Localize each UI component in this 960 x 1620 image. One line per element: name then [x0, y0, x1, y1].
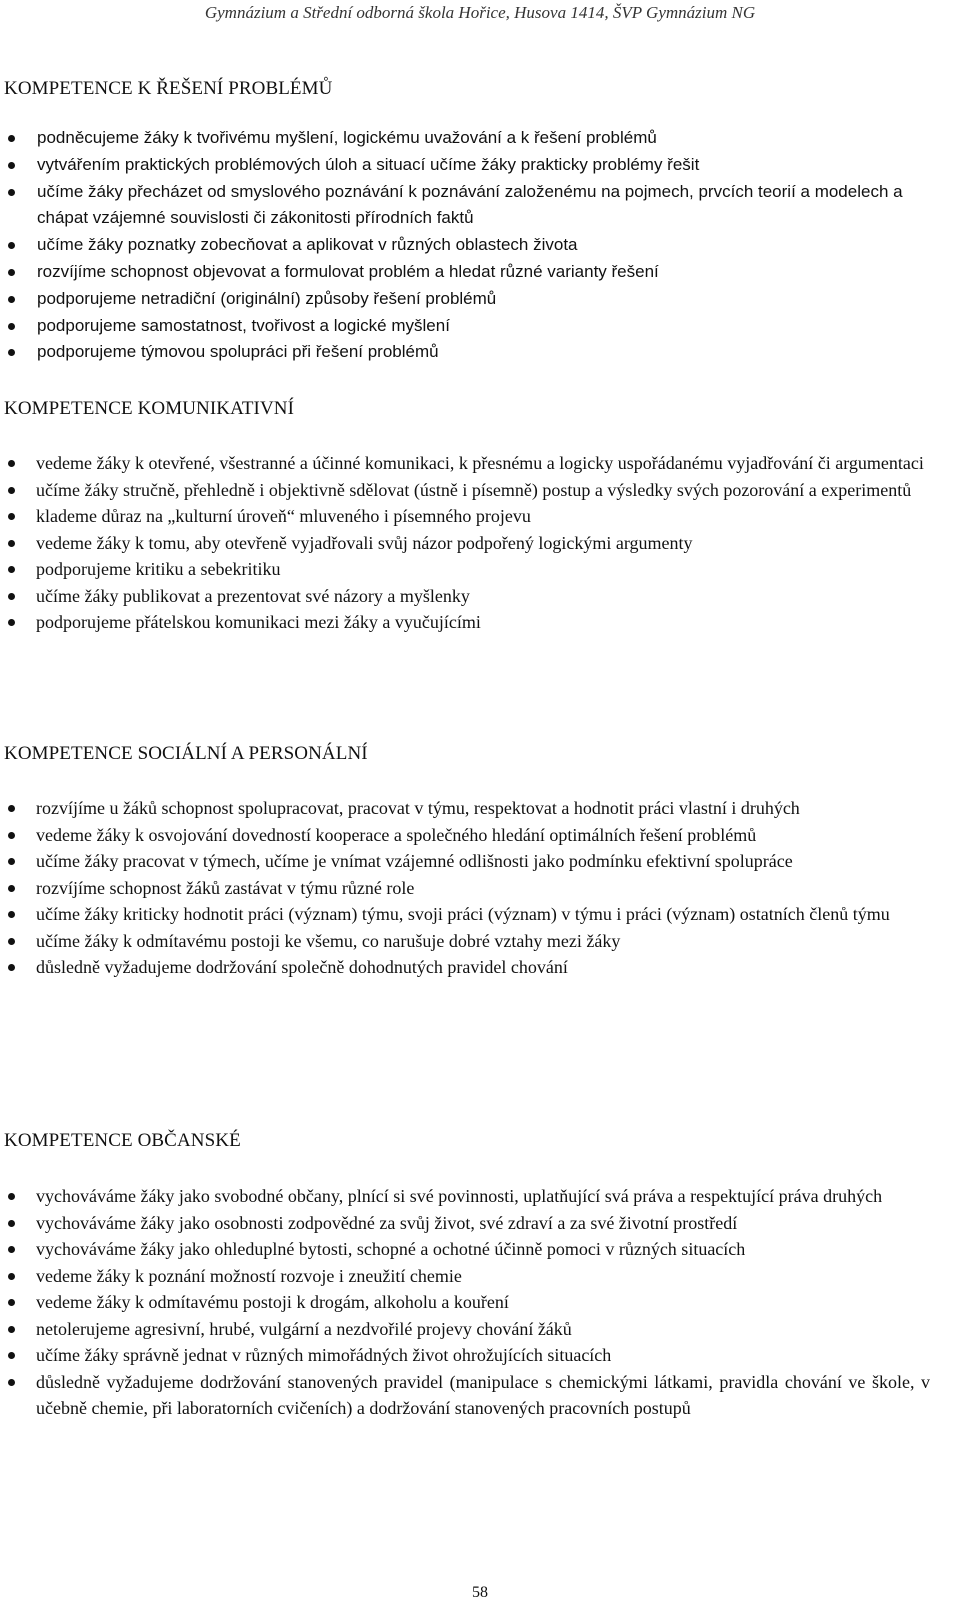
list-item: netolerujeme agresivní, hrubé, vulgární a nezdvořilé projevy chování žáků: [0, 1316, 960, 1343]
list-item: rozvíjíme u žáků schopnost spolupracovat, pracovat v týmu, respektovat a hodnotit práci vlastní i druhých: [0, 795, 960, 822]
page-header: Gymnázium a Střední odborná škola Hořice, Husova 1414, ŠVP Gymnázium NG: [204, 3, 756, 22]
list-item: učíme žáky pracovat v týmech, učíme je vnímat vzájemné odlišnosti jako podmínku efektivní spolupráce: [0, 848, 960, 875]
list-item: důsledně vyžadujeme dodržování společně dohodnutých pravidel chování: [0, 954, 960, 981]
section-title-problem-solving: KOMPETENCE K ŘEŠENÍ PROBLÉMŮ: [4, 78, 333, 99]
list-social-personal: [0, 795, 960, 981]
list-item: učíme žáky poznatky zobecňovat a aplikovat v různých oblastech života: [0, 232, 960, 259]
list-item: rozvíjíme schopnost objevovat a formulovat problém a hledat různé varianty řešení: [0, 259, 960, 286]
list-item: podporujeme kritiku a sebekritiku: [0, 556, 960, 583]
list-item: vedeme žáky k poznání možností rozvoje i zneužití chemie: [0, 1263, 960, 1290]
list-item: podněcujeme žáky k tvořivému myšlení, logickému uvažování a k řešení problémů: [0, 125, 960, 152]
list-item: vychováváme žáky jako svobodné občany, plnící si své povinnosti, uplatňující svá práva a respektující práva druhých: [0, 1183, 960, 1210]
list-item: vychováváme žáky jako ohleduplné bytosti, schopné a ochotné účinně pomoci v různých situacích: [0, 1236, 960, 1263]
list-item: podporujeme týmovou spolupráci při řešení problémů: [0, 339, 960, 366]
list-item: podporujeme přátelskou komunikaci mezi žáky a vyučujícími: [0, 609, 960, 636]
list-civic: [0, 1183, 960, 1422]
section-title-social-personal: KOMPETENCE SOCIÁLNÍ A PERSONÁLNÍ: [4, 743, 368, 764]
list-item: podporujeme netradiční (originální) způsoby řešení problémů: [0, 286, 960, 313]
list-item: učíme žáky přecházet od smyslového poznávání k poznávání založenému na pojmech, prvcích teorií a modelech a chápat vzájemné souvislosti či zákonitosti přírodních faktů: [0, 179, 960, 233]
list-communicative: [0, 450, 960, 636]
section-title-communicative: KOMPETENCE KOMUNIKATIVNÍ: [4, 398, 295, 419]
list-item: vychováváme žáky jako osobnosti zodpovědné za svůj život, své zdraví a za své životní prostředí: [0, 1210, 960, 1237]
list-item: vytvářením praktických problémových úloh a situací učíme žáky prakticky problémy řešit: [0, 152, 960, 179]
list-item: učíme žáky kriticky hodnotit práci (význam) týmu, svoji práci (význam) v týmu i práci (význam) ostatních členů týmu: [0, 901, 960, 928]
list-item: důsledně vyžadujeme dodržování stanovených pravidel (manipulace s chemickými látkami, pravidla chování ve škole, v učebně chemie, při laboratorních cvičeních) a dodržování stanovených pracovních postupů: [0, 1369, 960, 1422]
list-item: učíme žáky publikovat a prezentovat své názory a myšlenky: [0, 583, 960, 610]
page-number: 58: [472, 1584, 488, 1601]
list-problem-solving: [0, 125, 960, 366]
list-item: vedeme žáky k tomu, aby otevřeně vyjadřovali svůj názor podpořený logickými argumenty: [0, 530, 960, 557]
list-item: podporujeme samostatnost, tvořivost a logické myšlení: [0, 313, 960, 340]
list-item: vedeme žáky k odmítavému postoji k drogám, alkoholu a kouření: [0, 1289, 960, 1316]
list-item: vedeme žáky k osvojování dovedností kooperace a společného hledání optimálních řešení problémů: [0, 822, 960, 849]
section-title-civic: KOMPETENCE OBČANSKÉ: [4, 1130, 241, 1151]
list-item: vedeme žáky k otevřené, všestranné a účinné komunikaci, k přesnému a logicky uspořádanému vyjadřování či argumentaci: [0, 450, 960, 477]
list-item: klademe důraz na „kulturní úroveň“ mluveného i písemného projevu: [0, 503, 960, 530]
list-item: učíme žáky k odmítavému postoji ke všemu, co narušuje dobré vztahy mezi žáky: [0, 928, 960, 955]
list-item: rozvíjíme schopnost žáků zastávat v týmu různé role: [0, 875, 960, 902]
list-item: učíme žáky správně jednat v různých mimořádných život ohrožujících situacích: [0, 1342, 960, 1369]
list-item: učíme žáky stručně, přehledně i objektivně sdělovat (ústně i písemně) postup a výsledky svých pozorování a experimentů: [0, 477, 960, 504]
